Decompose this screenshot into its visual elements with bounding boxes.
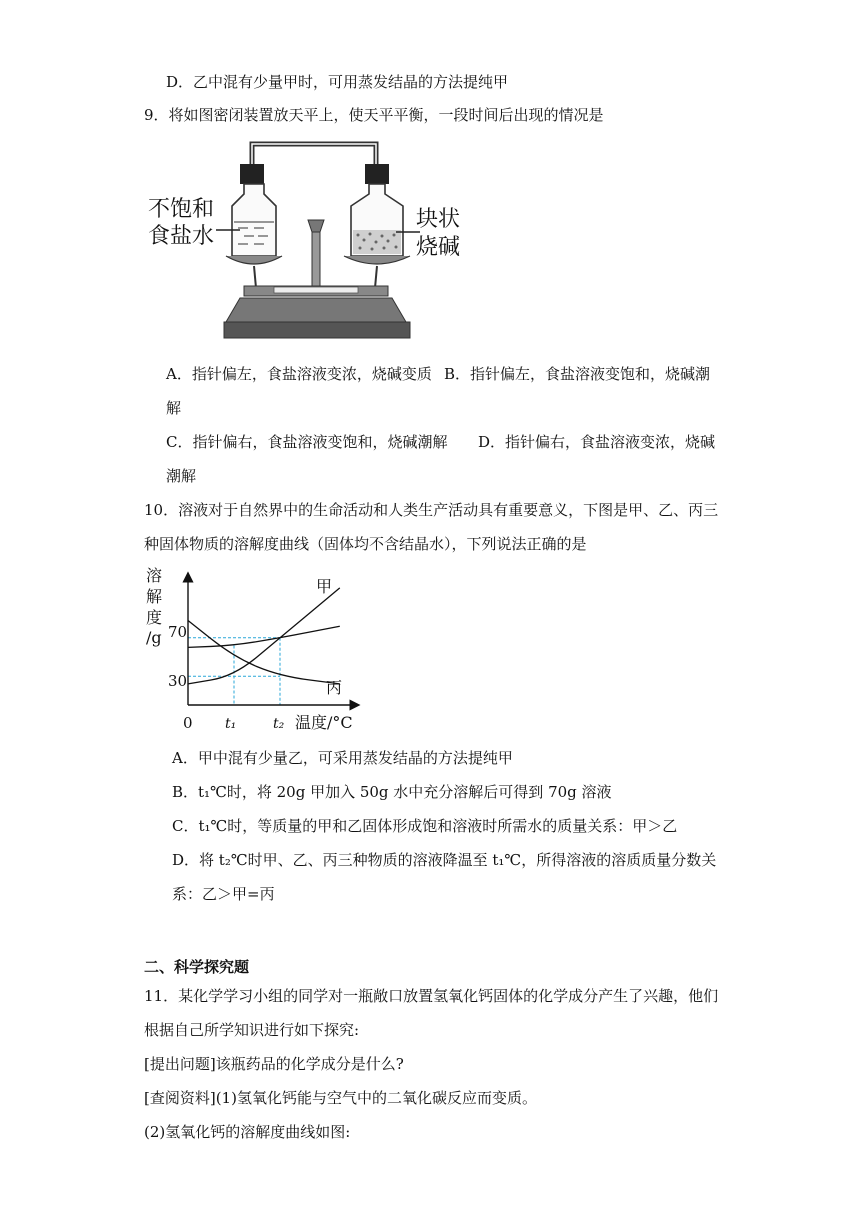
label-unsaturated-2: 食盐水 [148, 224, 215, 249]
label-caustic-2: 烧碱 [416, 235, 461, 260]
q10-option-d: D．将 t₂℃时甲、乙、丙三种物质的溶液降温至 t₁℃，所得溶液的溶质质量分数关 [172, 851, 717, 869]
y-tick-30: 30 [168, 672, 188, 690]
q9-option-c: C．指针偏右，食盐溶液变饱和，烧碱潮解 [166, 433, 448, 451]
y-label-char-3: 度 [146, 608, 163, 627]
guide-lines [188, 638, 280, 705]
q11-line-3: [提出问题]该瓶药品的化学成分是什么? [144, 1055, 404, 1073]
right-stopper-icon [365, 164, 389, 184]
x-axis-label: 温度/°C [295, 713, 353, 732]
q9-option-d: D．指针偏右，食盐溶液变浓，烧碱 [478, 433, 716, 451]
label-caustic-1: 块状 [416, 207, 461, 232]
q9-option-b: B．指针偏左，食盐溶液变饱和，烧碱潮 [444, 365, 711, 383]
q10-option-a: A．甲中混有少量乙，可采用蒸发结晶的方法提纯甲 [172, 749, 513, 767]
solubility-curve-chart [140, 565, 370, 737]
series-label-bing: 丙 [326, 678, 343, 697]
series-label-jia: 甲 [316, 577, 333, 596]
q10-stem-2: 种固体物质的溶解度曲线（固体均不含结晶水），下列说法正确的是 [144, 535, 587, 553]
y-label-char-1: 溶 [146, 566, 163, 585]
q11-line-2: 根据自己所学知识进行如下探究: [144, 1021, 360, 1039]
left-bottle-icon [232, 184, 276, 256]
curve-yi [188, 626, 340, 647]
x-tick-t2: t₂ [273, 716, 285, 732]
q9-option-a: A．指针偏左，食盐溶液变浓，烧碱变质 [166, 365, 432, 383]
q10-option-b: B．t₁℃时，将 20g 甲加入 50g 水中充分溶解后可得到 70g 溶液 [172, 783, 612, 801]
label-unsaturated-1: 不饱和 [148, 197, 215, 222]
left-stopper-icon [240, 164, 264, 184]
balance-apparatus-figure [144, 136, 474, 344]
y-tick-70: 70 [168, 623, 188, 641]
q10-option-d-cont: 系：乙＞甲=丙 [172, 885, 275, 903]
q11-line-4: [查阅资料](1)氢氧化钙能与空气中的二氧化碳反应而变质。 [144, 1089, 537, 1107]
q9-option-d-cont: 潮解 [166, 467, 197, 485]
x-tick-t1: t₁ [225, 716, 237, 732]
origin-label: 0 [183, 714, 193, 732]
q10-stem-1: 10．溶液对于自然界中的生命活动和人类生产活动具有重要意义，下图是甲、乙、丙三 [144, 501, 719, 519]
q8-option-d: D．乙中混有少量甲时，可用蒸发结晶的方法提纯甲 [166, 73, 509, 91]
q10-option-c: C．t₁℃时，等质量的甲和乙固体形成饱和溶液时所需水的质量关系：甲＞乙 [172, 817, 678, 835]
y-label-char-2: 解 [146, 587, 163, 606]
q11-line-5: (2)氢氧化钙的溶解度曲线如图: [144, 1123, 351, 1141]
q9-option-b-cont: 解 [166, 399, 182, 417]
q9-stem: 9．将如图密闭装置放天平上，使天平平衡，一段时间后出现的情况是 [144, 106, 604, 124]
y-label-char-4: /g [146, 628, 162, 647]
section-title: 二、科学探究题 [144, 958, 250, 976]
q11-line-1: 11．某化学学习小组的同学对一瓶敞口放置氢氧化钙固体的化学成分产生了兴趣，他们 [144, 987, 719, 1005]
